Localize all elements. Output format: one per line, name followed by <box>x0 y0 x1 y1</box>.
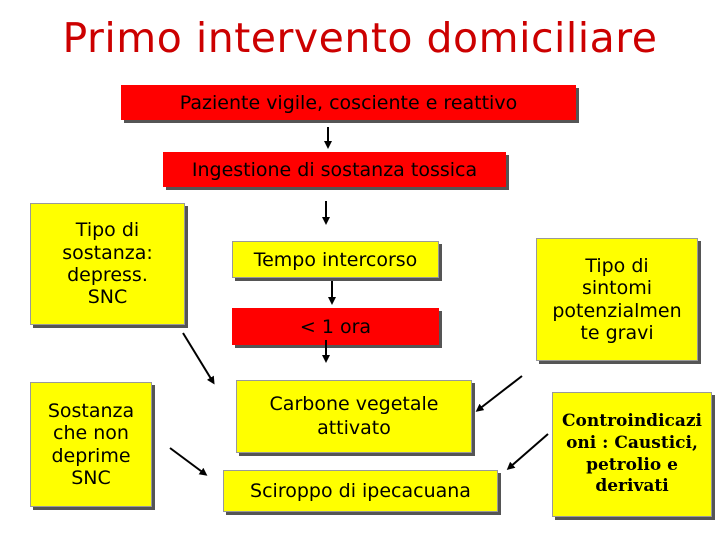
activated-charcoal-label: Carbone vegetale attivato <box>269 392 439 439</box>
non-depressant-substance-label: Sostanza che non deprime SNC <box>47 399 135 489</box>
arrow-symptoms-to-charcoal <box>478 376 522 410</box>
ipecac-syrup-label: Sciroppo di ipecacuana <box>250 480 471 502</box>
ingestion-label: Ingestione di sostanza tossica <box>191 158 478 181</box>
arrow-nondepressant-to-ipecac <box>170 448 205 474</box>
page-title: Primo intervento domiciliare <box>62 14 658 62</box>
arrow-depressant-to-charcoal <box>183 333 213 382</box>
contraindications-label: Controindicazi oni : Caustici, petrolio e derivati <box>561 411 703 497</box>
arrow-contraindications-to-ipecac <box>509 434 548 468</box>
patient-status-label: Paziente vigile, cosciente e reattivo <box>179 91 518 114</box>
time-value-label: < 1 ora <box>299 315 372 338</box>
time-elapsed-label: Tempo intercorso <box>253 248 418 271</box>
depressant-substance-label: Tipo di sostanza: depress. SNC <box>62 219 153 309</box>
symptoms-label: Tipo di sintomi potenzialmen te gravi <box>552 254 682 344</box>
